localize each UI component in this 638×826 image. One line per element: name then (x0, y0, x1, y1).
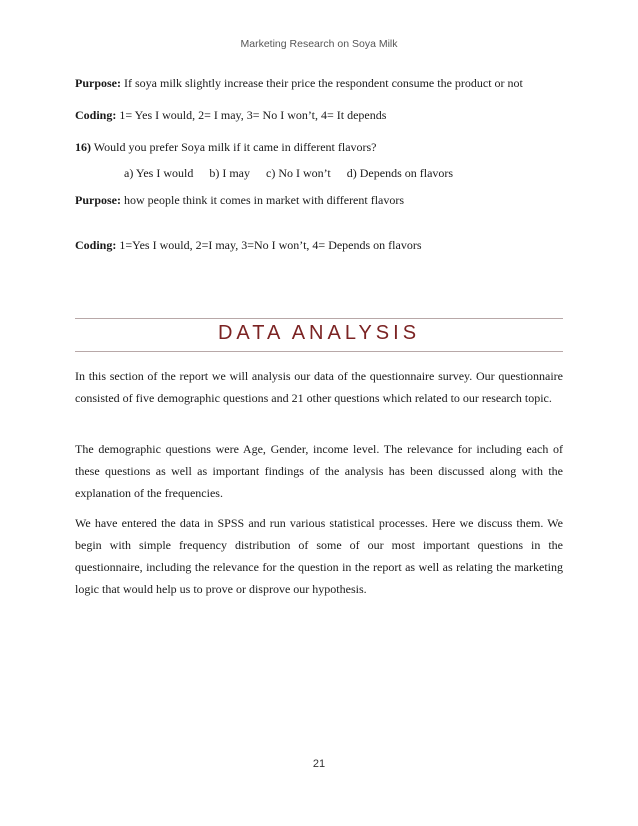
page-number: 21 (312, 758, 326, 770)
purpose-line-1 (75, 76, 523, 91)
paragraph-2: The demographic questions were Age, Gender, income level. The relevance for including each of these questions as well as important findings of the analysis has been discussed along with the explanation of the frequencies. (75, 442, 563, 500)
purpose-label: Purpose: (75, 76, 121, 90)
coding-label: Coding: (75, 108, 117, 122)
coding-text: 1=Yes I would, 2=I may, 3=No I won’t, 4= Depends on flavors (116, 238, 422, 252)
question-16-options (124, 166, 469, 181)
option-c: c) No I won’t (266, 166, 331, 180)
running-header: Marketing Research on Soya Milk (240, 38, 398, 50)
option-a: a) Yes I would (124, 166, 194, 180)
purpose-text: If soya milk slightly increase their price the respondent consume the product or not (121, 76, 523, 90)
heading-rule-bottom (75, 351, 563, 352)
coding-line-2 (75, 238, 422, 253)
paragraph-3: We have entered the data in SPSS and run various statistical processes. Here we discuss them. We begin with simple frequency distribution of some of our most important questions in the questionnaire, including the relevance for the question in the report as well as relating the marketing logic that would help us to prove or disprove our hypothesis. (75, 516, 563, 596)
paragraph-1: In this section of the report we will analysis our data of the questionnaire survey. Our questionnaire consisted of five demographic questions and 21 other questions which related to our research topic. (75, 369, 563, 405)
question-number: 16) (75, 140, 91, 154)
option-d: d) Depends on flavors (346, 166, 454, 180)
purpose-line-2 (75, 193, 404, 208)
coding-line-1 (75, 108, 386, 123)
option-b: b) I may (209, 166, 250, 180)
section-heading: DATA ANALYSIS (217, 322, 421, 344)
heading-rule-top (75, 318, 563, 319)
question-text: Would you prefer Soya milk if it came in different flavors? (91, 140, 377, 154)
coding-label: Coding: (75, 238, 117, 252)
purpose-label: Purpose: (75, 193, 121, 207)
question-16 (75, 140, 377, 155)
coding-text: 1= Yes I would, 2= I may, 3= No I won’t, 4= It depends (116, 108, 387, 122)
purpose-text: how people think it comes in market with different flavors (121, 193, 405, 207)
